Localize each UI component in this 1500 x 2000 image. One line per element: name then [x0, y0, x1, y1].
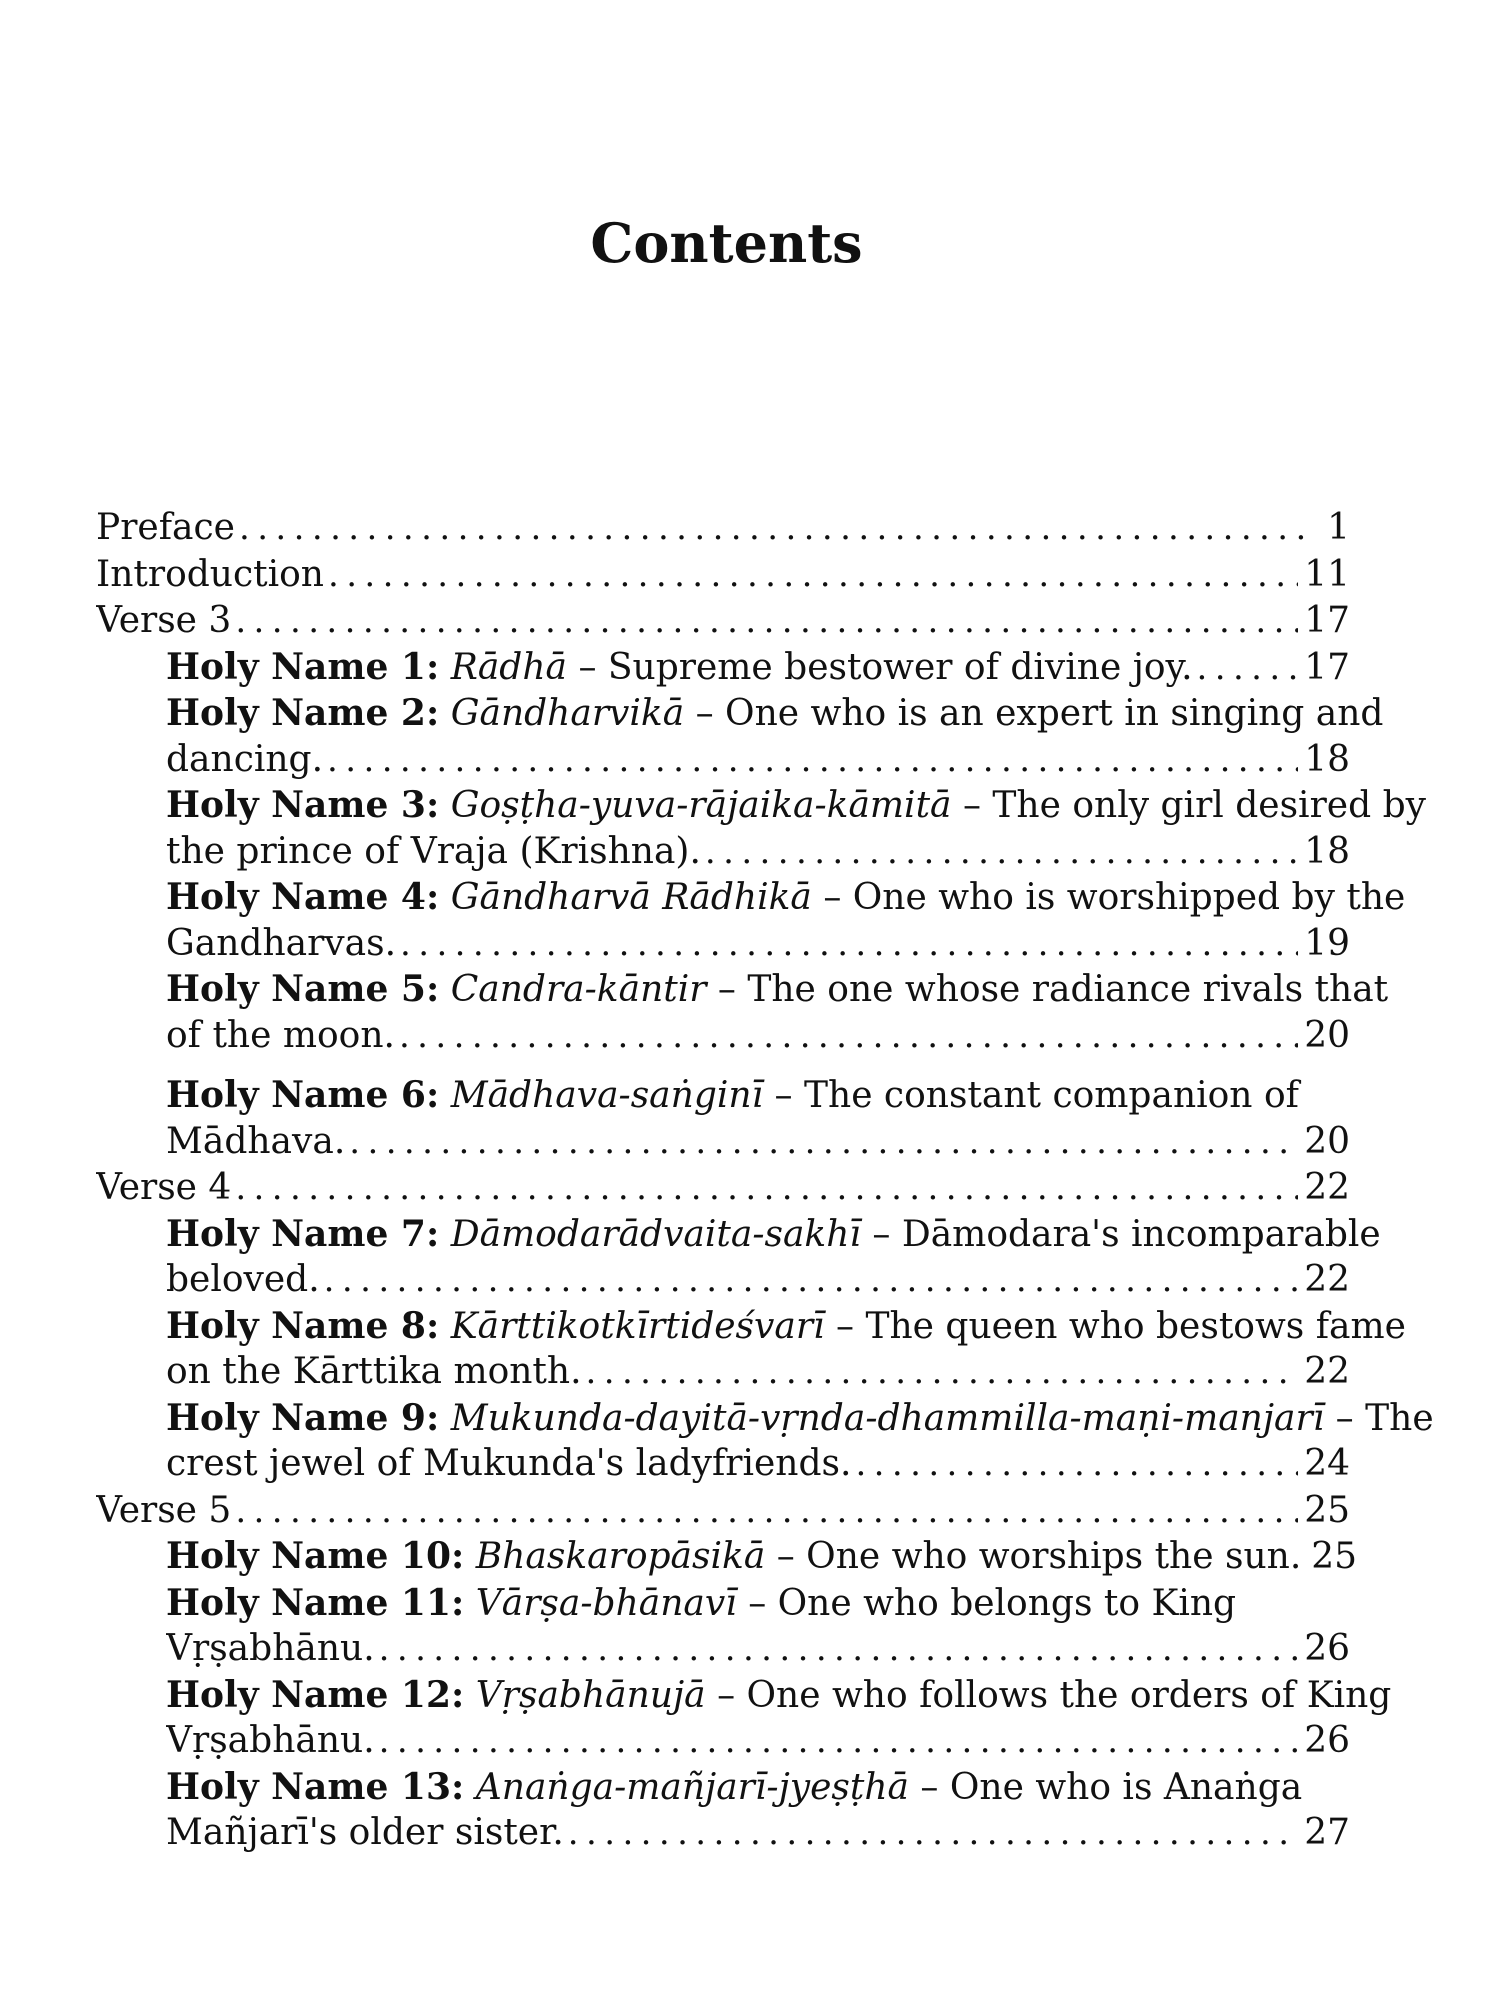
- entry-heading: [166, 1214, 1381, 1255]
- sanskrit-name: Rādhā: [450, 646, 567, 688]
- toc-line: [96, 552, 1350, 599]
- toc-holy-name-entry[interactable]: [96, 1581, 1350, 1673]
- page-number: 25: [1304, 1489, 1350, 1531]
- entry-description: – The only girl desired by: [962, 785, 1426, 826]
- entry-description-continued: Gandharvas.: [166, 922, 397, 964]
- page-number: 18: [1304, 830, 1350, 872]
- toc-line: [96, 505, 1350, 552]
- sanskrit-name: Anaṅga-mañjarī-jyeṣṭhā: [475, 1766, 909, 1808]
- entry-description: – One who follows the orders of King: [717, 1674, 1392, 1716]
- toc-line: [96, 1488, 1350, 1535]
- page-number: 11: [1304, 553, 1350, 595]
- toc-holy-name-entry[interactable]: [96, 1673, 1392, 1765]
- dot-leader: [324, 1258, 1299, 1304]
- toc-line: [166, 737, 1350, 784]
- toc-holy-name-entry[interactable]: [96, 1212, 1381, 1304]
- entry-description-continued: of the moon.: [166, 1014, 395, 1056]
- page-number: 20: [1304, 1014, 1350, 1056]
- sanskrit-name: Vārṣa-bhānavī: [475, 1582, 737, 1624]
- toc-line: [166, 1673, 1392, 1719]
- toc-line: [166, 1212, 1381, 1258]
- entry-description: – The: [1335, 1397, 1434, 1439]
- toc-holy-name-entry[interactable]: [96, 967, 1389, 1059]
- dot-leader: [855, 1442, 1298, 1488]
- sanskrit-name: Candra-kāntir: [450, 969, 707, 1010]
- toc-line: [166, 967, 1389, 1013]
- toc-line: [166, 691, 1384, 737]
- sanskrit-name: Goṣṭha-yuva-rājaika-kāmitā: [450, 785, 952, 826]
- page-number: 22: [1304, 1259, 1350, 1300]
- toc-section-entry[interactable]: [96, 1165, 1350, 1212]
- entry-heading: [166, 969, 1388, 1010]
- toc-line: [166, 875, 1406, 921]
- entry-heading: [166, 693, 1383, 734]
- toc-line: [166, 1626, 1350, 1673]
- toc-line: [166, 921, 1350, 968]
- holy-name-label: Holy Name 6:: [166, 1074, 440, 1116]
- entry-description-continued: Vṛṣabhānu.: [166, 1720, 375, 1761]
- toc-line: [166, 829, 1350, 876]
- dot-leader: [235, 1166, 1298, 1212]
- toc-holy-name-entry[interactable]: [96, 1534, 1358, 1581]
- page-number: 24: [1304, 1443, 1350, 1484]
- toc-line: [166, 1257, 1350, 1304]
- toc-holy-name-entry[interactable]: [96, 783, 1426, 875]
- page-number: 26: [1304, 1628, 1350, 1669]
- toc-line: [166, 1441, 1350, 1488]
- dot-leader: [586, 1350, 1299, 1396]
- entry-heading: [166, 1583, 1236, 1624]
- page-title: Contents: [590, 211, 863, 275]
- toc-line: [96, 598, 1350, 645]
- entry-heading: [166, 1767, 1302, 1808]
- page-number: 17: [1304, 600, 1350, 641]
- toc-line: [166, 1534, 1358, 1581]
- holy-name-label: Holy Name 12:: [166, 1673, 465, 1716]
- page-number: 18: [1304, 738, 1350, 780]
- page-number: 17: [1304, 646, 1350, 688]
- entry-title: Verse 4: [96, 1167, 232, 1208]
- toc-line: [166, 1718, 1350, 1765]
- dot-leader: [568, 1811, 1298, 1857]
- holy-name-label: Holy Name 8:: [166, 1304, 440, 1347]
- page-number: 1: [1327, 507, 1350, 548]
- toc-section-entry[interactable]: [96, 552, 1350, 599]
- sanskrit-name: Gāndharvikā: [450, 693, 685, 734]
- toc-line: [166, 1119, 1350, 1166]
- dot-leader: [235, 599, 1298, 645]
- sanskrit-name: Vṛṣabhānujā: [475, 1674, 706, 1716]
- page-number: 22: [1304, 1351, 1350, 1392]
- entry-description-continued: dancing.: [166, 738, 324, 780]
- holy-name-label: Holy Name 9:: [166, 1396, 440, 1439]
- entry-description: – One who is worshipped by the: [823, 877, 1406, 918]
- entry-description-continued: beloved.: [166, 1259, 320, 1300]
- sanskrit-name: Kārttikotkīrtideśvarī: [450, 1305, 825, 1347]
- toc-holy-name-entry[interactable]: [96, 875, 1406, 967]
- entry-description: – One who worships the sun.: [776, 1536, 1302, 1577]
- holy-name-label: Holy Name 4:: [166, 876, 440, 918]
- entry-title: Introduction: [96, 553, 324, 595]
- page-number: 20: [1304, 1120, 1350, 1162]
- entry-heading: [166, 1075, 1299, 1116]
- entry-title: Verse 3: [96, 600, 232, 641]
- entry-description: – One who is Anaṅga: [920, 1766, 1303, 1808]
- entry-heading: [166, 1306, 1406, 1347]
- entry-description: – One who belongs to King: [748, 1582, 1237, 1624]
- dot-leader: [379, 1627, 1299, 1673]
- entry-description: – The queen who bestows fame: [836, 1305, 1406, 1347]
- entry-description-continued: the prince of Vraja (Krishna).: [166, 830, 701, 872]
- dot-leader: [400, 922, 1298, 968]
- toc-line: [166, 1304, 1406, 1350]
- entry-title: Preface: [96, 507, 235, 548]
- toc-line: [166, 1765, 1350, 1811]
- sanskrit-name: Gāndharvā Rādhikā: [450, 877, 812, 918]
- holy-name-label: Holy Name 2:: [166, 692, 440, 734]
- entry-description: – Dāmodara's incomparable: [872, 1213, 1381, 1255]
- entry-heading: [166, 877, 1405, 918]
- table-of-contents: [96, 505, 1434, 1857]
- sanskrit-name: Mādhava-saṅginī: [450, 1075, 764, 1116]
- toc-section-entry[interactable]: [96, 505, 1350, 552]
- sanskrit-name: Bhaskaropāsikā: [475, 1536, 766, 1577]
- dot-leader: [705, 830, 1298, 876]
- entry-title: Verse 5: [96, 1489, 232, 1531]
- page-number: 19: [1304, 922, 1350, 964]
- toc-holy-name-entry[interactable]: [96, 691, 1384, 783]
- holy-name-label: Holy Name 1:: [166, 645, 440, 688]
- toc-holy-name-entry[interactable]: [96, 645, 1350, 692]
- entry-description-continued: Mādhava.: [166, 1120, 346, 1162]
- holy-name-label: Holy Name 10:: [166, 1535, 465, 1577]
- entry-description-continued: Mañjarī's older sister.: [166, 1812, 564, 1853]
- holy-name-label: Holy Name 11:: [166, 1581, 465, 1624]
- toc-line: [96, 1165, 1350, 1212]
- entry-description-continued: crest jewel of Mukunda's ladyfriends.: [166, 1443, 852, 1484]
- toc-line: [166, 1581, 1350, 1627]
- page-number: 25: [1311, 1536, 1358, 1577]
- entry-heading: [166, 1675, 1391, 1716]
- sanskrit-name: Dāmodarādvaita-sakhī: [450, 1213, 861, 1255]
- entry-heading: [166, 1398, 1434, 1439]
- entry-heading: [166, 785, 1426, 826]
- entry-description-continued: Vṛṣabhānu.: [166, 1628, 375, 1669]
- dot-leader: [235, 1489, 1298, 1535]
- page-number: 22: [1304, 1167, 1350, 1208]
- entry-description: – The constant companion of: [774, 1075, 1299, 1116]
- toc-line: [166, 1349, 1350, 1396]
- dot-leader: [328, 553, 1298, 599]
- toc-section-entry[interactable]: [96, 1488, 1350, 1535]
- dot-leader: [327, 738, 1298, 784]
- toc-line: [166, 1013, 1350, 1060]
- dot-leader: [1197, 646, 1299, 692]
- toc-line: [166, 1073, 1350, 1119]
- page-number: 27: [1304, 1812, 1350, 1853]
- dot-leader: [239, 506, 1308, 552]
- entry-heading: [166, 645, 1193, 691]
- entry-description: – One who is an expert in singing and: [695, 693, 1384, 734]
- toc-holy-name-entry[interactable]: [96, 1073, 1350, 1165]
- page-number: 26: [1304, 1720, 1350, 1761]
- toc-holy-name-entry[interactable]: [96, 1396, 1434, 1488]
- dot-leader: [379, 1719, 1299, 1765]
- toc-line: [166, 645, 1350, 692]
- toc-holy-name-entry[interactable]: [96, 1304, 1406, 1396]
- holy-name-label: Holy Name 3:: [166, 784, 440, 826]
- holy-name-label: Holy Name 5:: [166, 968, 440, 1010]
- holy-name-label: Holy Name 7:: [166, 1212, 440, 1255]
- entry-description: – Supreme bestower of divine joy.: [578, 646, 1193, 688]
- holy-name-label: Holy Name 13:: [166, 1765, 465, 1808]
- dot-leader: [349, 1120, 1298, 1166]
- entry-description-continued: on the Kārttika month.: [166, 1351, 582, 1392]
- toc-section-entry[interactable]: [96, 598, 1350, 645]
- toc-line: [166, 1810, 1350, 1857]
- toc-line: [166, 783, 1426, 829]
- entry-heading: [166, 1534, 1301, 1580]
- dot-leader: [399, 1014, 1298, 1060]
- sanskrit-name: Mukunda-dayitā-vṛnda-dhammilla-maṇi-manjarī: [450, 1397, 1325, 1439]
- toc-line: [166, 1396, 1434, 1442]
- toc-holy-name-entry[interactable]: [96, 1765, 1350, 1857]
- entry-description: – The one whose radiance rivals that: [717, 969, 1389, 1010]
